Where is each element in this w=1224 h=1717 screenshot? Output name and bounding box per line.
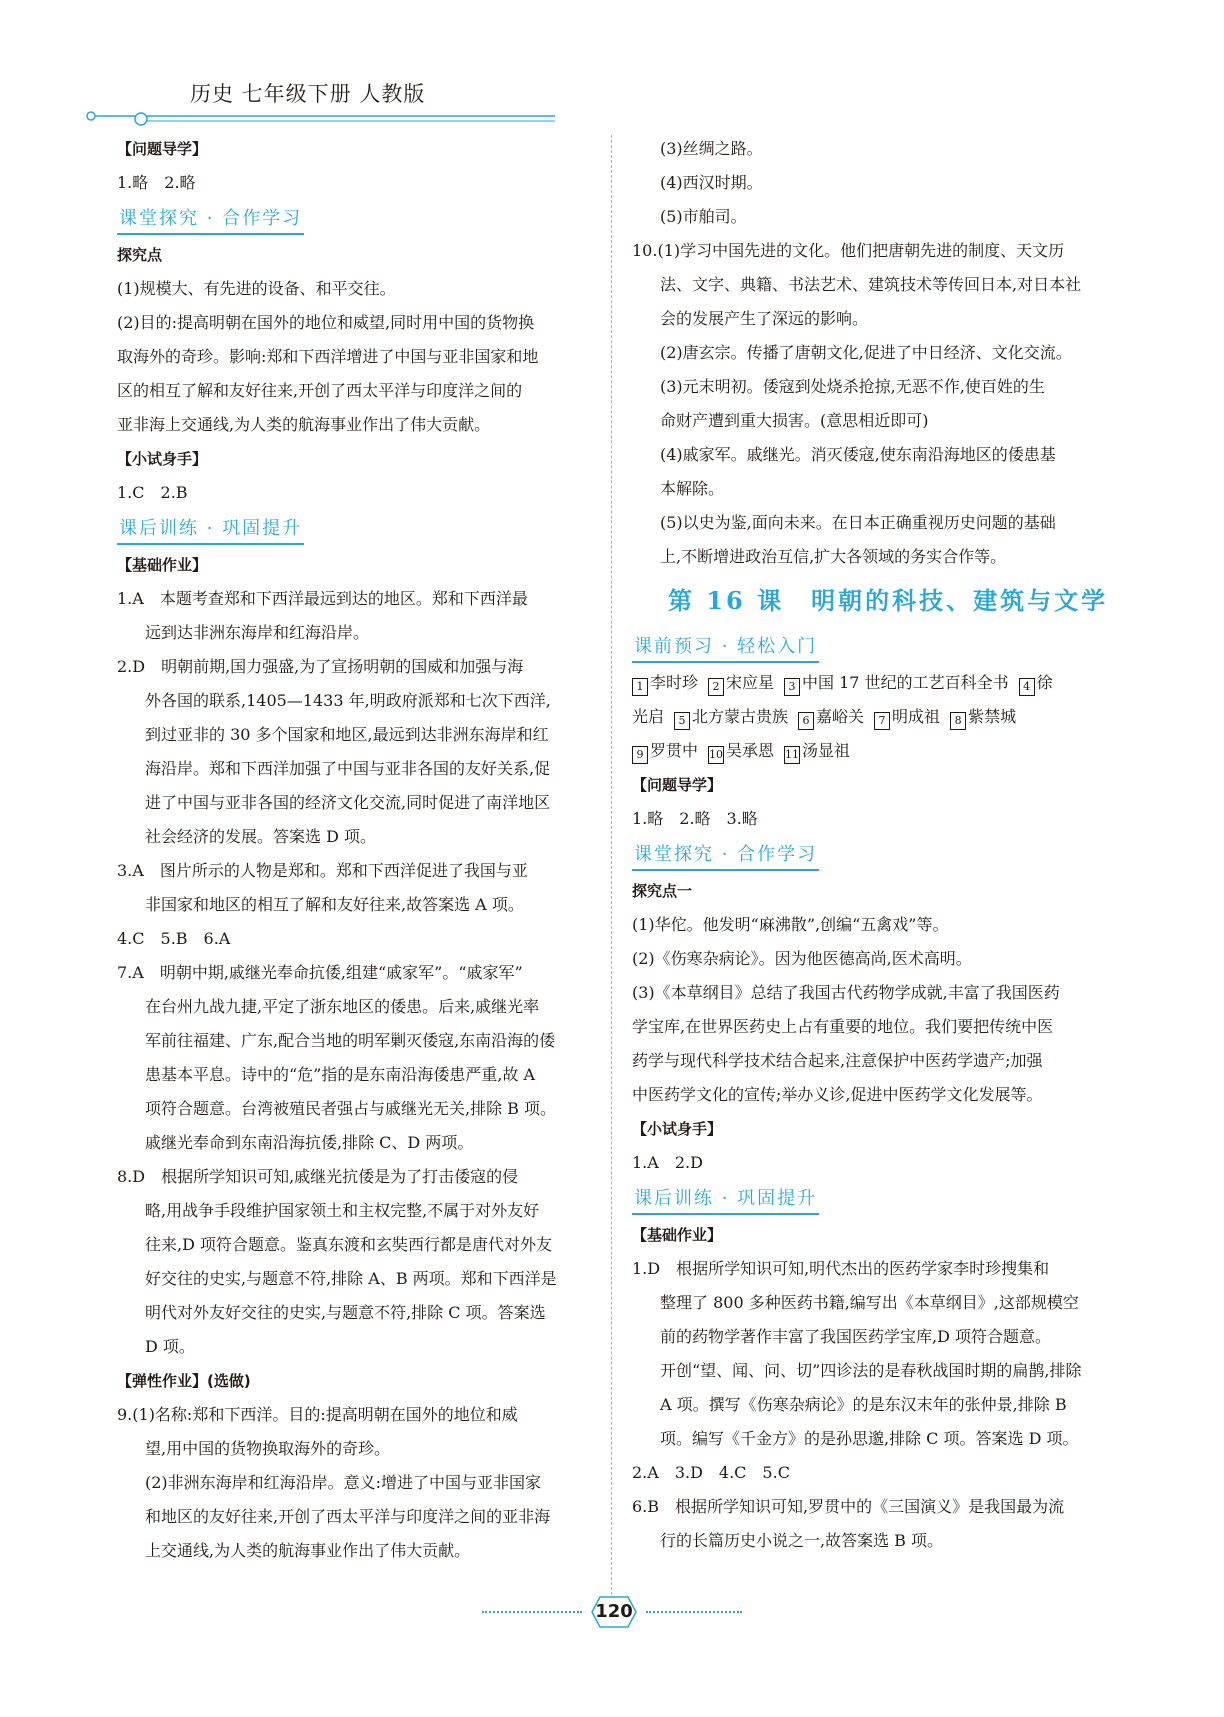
answer-line: 1.A 本题考查郑和下西洋最远到达的地区。郑和下西洋最 xyxy=(117,589,528,608)
preview-line xyxy=(632,700,1112,734)
answer-line: 外各国的联系,1405—1433 年,明政府派郑和七次下西洋, xyxy=(145,691,551,710)
answer-line: (3)元末明初。倭寇到处烧杀抢掠,无恶不作,使百姓的生 xyxy=(660,377,1045,396)
blank-answer: 吴承恩 xyxy=(726,741,775,760)
block-label: 【问题导学】 xyxy=(117,140,208,158)
section-heading-row xyxy=(117,510,595,548)
answer-line: 进了中国与亚非各国的经济文化交流,同时促进了南洋地区 xyxy=(145,793,551,812)
answer-line: 命财产遭到重大损害。(意思相近即可) xyxy=(660,411,929,430)
section-heading: 课后训练 · 巩固提升 xyxy=(632,1185,819,1215)
answer-line: 上,不断增进政治互信,扩大各领域的务实合作等。 xyxy=(660,547,1007,566)
left-column xyxy=(117,132,595,1568)
answer-line: 项符合题意。台湾被殖民者强占与戚继光无关,排除 B 项。 xyxy=(145,1099,557,1118)
section-heading-row xyxy=(632,836,1112,874)
section-heading-row xyxy=(632,1180,1112,1218)
subheading: 探究点 xyxy=(117,246,163,264)
answer-line: 4.C 5.B 6.A xyxy=(117,929,231,948)
blank-answer: 嘉峪关 xyxy=(816,707,865,726)
answer-line: (1)规模大、有先进的设备、和平交往。 xyxy=(117,279,396,298)
blank-answer: 宋应星 xyxy=(726,673,775,692)
answer-line: 2.A 3.D 4.C 5.C xyxy=(632,1463,790,1482)
answer-line: 区的相互了解和友好往来,开创了西太平洋与印度洋之间的 xyxy=(117,381,523,400)
answer-line: 中医药学文化的宣传;举办义诊,促进中医药学文化发展等。 xyxy=(632,1085,1043,1104)
answer-line: 8.D 根据所学知识可知,戚继光抗倭是为了打击倭寇的侵 xyxy=(117,1167,519,1186)
section-heading: 课堂探究 · 合作学习 xyxy=(632,841,819,871)
blank-answer: 中国 17 世纪的工艺百科全书 xyxy=(802,673,1009,692)
answer-line: 1.D 根据所学知识可知,明代杰出的医药学家李时珍搜集和 xyxy=(632,1259,1050,1278)
book-header-title: 历史 七年级下册 人教版 xyxy=(190,82,426,106)
answer-line: 1.略 2.略 xyxy=(117,173,196,192)
answer-line: (2)非洲东海岸和红海沿岸。意义:增进了中国与亚非国家 xyxy=(145,1473,542,1492)
answer-line: (3)《本草纲目》总结了我国古代药物学成就,丰富了我国医药 xyxy=(632,983,1060,1002)
block-label: 【基础作业】 xyxy=(117,556,208,574)
column-divider xyxy=(611,135,612,1595)
answer-line: 药学与现代科学技术结合起来,注意保护中医药学遗产;加强 xyxy=(632,1051,1043,1070)
answer-line: 到过亚非的 30 多个国家和地区,最远到达非洲东海岸和红 xyxy=(145,725,549,744)
answer-line: 戚继光奉命到东南沿海抗倭,排除 C、D 两项。 xyxy=(145,1133,474,1152)
answer-line: 行的长篇历史小说之一,故答案选 B 项。 xyxy=(660,1531,944,1550)
answer-line: 前的药物学著作丰富了我国医药学宝库,D 项符合题意。 xyxy=(660,1327,1052,1346)
answer-line: 军前往福建、广东,配合当地的明军剿灭倭寇,东南沿海的倭 xyxy=(145,1031,556,1050)
answer-line: 9.(1)名称:郑和下西洋。目的:提高明朝在国外的地位和威 xyxy=(117,1405,518,1424)
answer-line: 本解除。 xyxy=(660,479,725,498)
section-heading: 课前预习 · 轻松入门 xyxy=(632,633,819,663)
page-number-dots-left xyxy=(482,1611,582,1615)
answer-line: 往来,D 项符合题意。鉴真东渡和玄奘西行都是唐代对外友 xyxy=(145,1235,553,1254)
right-column-bottom xyxy=(632,768,1112,1558)
blank-number-box: 11 xyxy=(784,746,800,764)
answer-line: 取海外的奇珍。影响:郑和下西洋增进了中国与亚非国家和地 xyxy=(117,347,539,366)
blank-answer: 光启 xyxy=(632,707,665,726)
blank-answer: 汤显祖 xyxy=(802,741,851,760)
answer-line: 项。编写《千金方》的是孙思邈,排除 C 项。答案选 D 项。 xyxy=(660,1429,1079,1448)
section-heading: 课堂探究 · 合作学习 xyxy=(117,205,304,235)
subheading: 探究点一 xyxy=(632,882,693,900)
block-label: 【小试身手】 xyxy=(117,450,208,468)
answer-line: 3.A 图片所示的人物是郑和。郑和下西洋促进了我国与亚 xyxy=(117,861,528,880)
blank-answer: 徐 xyxy=(1036,673,1053,692)
answer-line: 患基本平息。诗中的“危”指的是东南沿海倭患严重,故 A xyxy=(145,1065,536,1084)
answer-line: 7.A 明朝中期,戚继光奉命抗倭,组建“戚家军”。“戚家军” xyxy=(117,963,523,982)
answer-line: 上交通线,为人类的航海事业作出了伟大贡献。 xyxy=(145,1541,471,1560)
answer-line: 海沿岸。郑和下西洋加强了中国与亚非各国的友好关系,促 xyxy=(145,759,551,778)
answer-line: 明代对外友好交往的史实,与题意不符,排除 C 项。答案选 xyxy=(145,1303,546,1322)
answer-line: (4)戚家军。戚继光。消灭倭寇,使东南沿海地区的倭患基 xyxy=(660,445,1056,464)
header-decoration xyxy=(85,110,555,126)
blank-number-box: 9 xyxy=(632,746,648,764)
answer-line: 亚非海上交通线,为人类的航海事业作出了伟大贡献。 xyxy=(117,415,491,434)
section-heading-row xyxy=(117,200,595,238)
blank-answer: 罗贯中 xyxy=(650,741,699,760)
preview-line xyxy=(632,666,1112,700)
answer-line: 会的发展产生了深远的影响。 xyxy=(660,309,869,328)
blank-answer: 北方蒙古贵族 xyxy=(692,707,789,726)
page-number: 120 xyxy=(595,1601,633,1622)
blank-number-box: 8 xyxy=(950,712,966,730)
answer-line: 学宝库,在世界医药史上占有重要的地位。我们要把传统中医 xyxy=(632,1017,1054,1036)
preview-line xyxy=(632,734,1112,768)
answer-line: 社会经济的发展。答案选 D 项。 xyxy=(145,827,377,846)
answer-line: 非国家和地区的相互了解和友好往来,故答案选 A 项。 xyxy=(145,895,524,914)
answer-line: (1)华佗。他发明“麻沸散”,创编“五禽戏”等。 xyxy=(632,915,949,934)
answer-line: 远到达非洲东海岸和红海沿岸。 xyxy=(145,623,370,642)
blank-number-box: 2 xyxy=(708,678,724,696)
answer-line: (3)丝绸之路。 xyxy=(660,139,763,158)
answer-line: D 项。 xyxy=(145,1337,195,1356)
answer-line: (5)以史为鉴,面向未来。在日本正确重视历史问题的基础 xyxy=(660,513,1056,532)
answer-line: 6.B 根据所学知识可知,罗贯中的《三国演义》是我国最为流 xyxy=(632,1497,1065,1516)
page-number-badge xyxy=(588,1594,640,1630)
answer-line: 在台州九战九捷,平定了浙东地区的倭患。后来,戚继光率 xyxy=(145,997,540,1016)
answer-line: A 项。撰写《伤寒杂病论》的是东汉末年的张仲景,排除 B xyxy=(660,1395,1067,1414)
answer-line: 1.略 2.略 3.略 xyxy=(632,809,758,828)
answer-line: 法、文字、典籍、书法艺术、建筑技术等传回日本,对日本社 xyxy=(660,275,1082,294)
page-number-dots-right xyxy=(646,1611,742,1615)
answer-line: 和地区的友好往来,开创了西太平洋与印度洋之间的亚非海 xyxy=(145,1507,551,1526)
answer-line: (2)《伤寒杂病论》。因为他医德高尚,医术高明。 xyxy=(632,949,972,968)
answer-line: 1.C 2.B xyxy=(117,483,188,502)
blank-number-box: 6 xyxy=(798,712,814,730)
block-label: 【弹性作业】(选做) xyxy=(117,1372,251,1390)
blank-answer: 紫禁城 xyxy=(968,707,1017,726)
blank-number-box: 3 xyxy=(784,678,800,696)
answer-line: 望,用中国的货物换取海外的奇珍。 xyxy=(145,1439,391,1458)
answer-line: (4)西汉时期。 xyxy=(660,173,763,192)
section-heading: 课后训练 · 巩固提升 xyxy=(117,515,304,545)
block-label: 【小试身手】 xyxy=(632,1120,723,1138)
answer-line: (2)目的:提高明朝在国外的地位和威望,同时用中国的货物换 xyxy=(117,313,535,332)
answer-line: 整理了 800 多种医药书籍,编写出《本草纲目》,这部规模空 xyxy=(660,1293,1079,1312)
answer-line: 好交往的史实,与题意不符,排除 A、B 两项。郑和下西洋是 xyxy=(145,1269,557,1288)
answer-line: (5)市舶司。 xyxy=(660,207,747,226)
answer-line: 1.A 2.D xyxy=(632,1153,703,1172)
preview-answers xyxy=(632,666,1112,768)
lesson-title: 第 16 课 明朝的科技、建筑与文学 xyxy=(668,586,1109,615)
blank-number-box: 7 xyxy=(874,712,890,730)
preview-section xyxy=(632,628,1112,666)
right-column xyxy=(632,132,1112,1558)
right-column-top xyxy=(632,132,1112,574)
answer-line: 2.D 明朝前期,国力强盛,为了宣扬明朝的国威和加强与海 xyxy=(117,657,524,676)
block-label: 【基础作业】 xyxy=(632,1226,723,1244)
blank-number-box: 1 xyxy=(632,678,648,696)
answer-line: 10.(1)学习中国先进的文化。他们把唐朝先进的制度、天文历 xyxy=(632,241,1065,260)
block-label: 【问题导学】 xyxy=(632,776,723,794)
answer-line: 开创“望、闻、问、切”四诊法的是春秋战国时期的扁鹊,排除 xyxy=(660,1361,1082,1380)
answer-line: (2)唐玄宗。传播了唐朝文化,促进了中日经济、文化交流。 xyxy=(660,343,1072,362)
blank-answer: 明成祖 xyxy=(892,707,941,726)
blank-answer: 李时珍 xyxy=(650,673,699,692)
blank-number-box: 5 xyxy=(674,712,690,730)
blank-number-box: 4 xyxy=(1019,678,1035,696)
answer-line: 略,用战争手段维护国家领土和主权完整,不属于对外友好 xyxy=(145,1201,540,1220)
blank-number-box: 10 xyxy=(708,746,724,764)
